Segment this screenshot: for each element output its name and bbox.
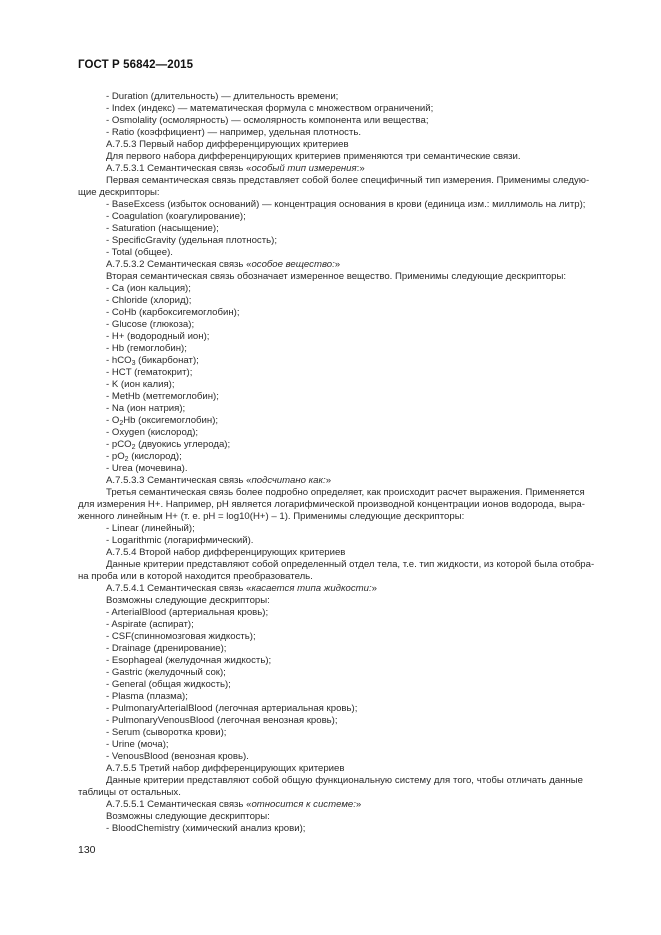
paragraph-line: таблицы от остальных. [78,787,181,798]
list-item: - HCT (гематокрит); [106,367,193,378]
list-item: - Aspirate (аспират); [106,619,194,630]
list-item: - pCO$_2$ (двуокись углерода); [106,439,231,451]
subsection-heading: А.7.5.3.1 Семантическая связь «особый тип измерения:» [106,163,365,174]
list-item: - $O_2Hb$ (оксигемоглобин); [106,415,219,427]
list-item: - Osmolality (осмолярность) — осмолярность компонента или вещества; [106,115,429,126]
list-item: - Serum (сыворотка крови); [106,727,227,738]
list-item: - Total (общее). [106,247,173,258]
list-item: - Coagulation (коагулирование); [106,211,246,222]
paragraph-line: Первая семантическая связь представляет собой более специфичный тип измерения. Применимы следую- [106,175,590,186]
page-header-title: ГОСТ Р 56842—2015 [78,59,194,71]
list-item: - Index (индекс) — математическая формула с множеством ограничений; [106,103,434,114]
list-item: - Linear (линейный); [106,523,195,534]
subsection-heading: А.7.5.5.1 Семантическая связь «относится к системе:» [106,799,362,810]
section-heading: А.7.5.4 Второй набор дифференцирующих критериев [106,547,346,558]
list-item: - Saturation (насыщение); [106,223,219,234]
list-item: - CoHb (карбоксигемоглобин); [106,307,240,318]
list-item: - Hb (гемоглобин); [106,343,187,354]
list-item: - Na (ион натрия); [106,403,186,414]
list-item: - Chloride (хлорид); [106,295,192,306]
list-item: - K (ион калия); [106,379,175,390]
list-item: - Urine (моча); [106,739,169,750]
paragraph-line: Вторая семантическая связь обозначает измеренное вещество. Применимы следующие дескрипторы: [106,271,567,282]
list-item: - hCO$_3$ (бикарбонат); [106,355,199,367]
paragraph-line: щие дескрипторы: [78,187,160,198]
list-item: - PulmonaryArterialBlood (легочная артериальная кровь); [106,703,358,714]
list-item: - Urea (мочевина). [106,463,188,474]
paragraph-line: Данные критерии представляют собой общую функциональную систему для того, чтобы отличать данные [106,775,583,786]
list-item: - Logarithmic (логарифмический). [106,535,254,546]
list-item: - MetHb (метгемоглобин); [106,391,219,402]
paragraph-line: Для первого набора дифференцирующих критериев применяются три семантические связи. [106,151,521,162]
list-item: - Gastric (желудочный сок); [106,667,226,678]
section-heading: А.7.5.5 Третий набор дифференцирующих критериев [106,763,345,774]
subsection-heading: А.7.5.3.3 Семантическая связь «подсчитано как:» [106,475,332,486]
list-item: - PulmonaryVenousBlood (легочная венозная кровь); [106,715,338,726]
paragraph-line: Возможны следующие дескрипторы: [106,811,270,822]
section-heading: А.7.5.3 Первый набор дифференцирующих критериев [106,139,349,150]
paragraph-line: женного линейным H+ (т. е. pH = log10(H+) – 1). Применимы следующие дескрипторы: [78,511,465,522]
list-item: - VenousBlood (венозная кровь). [106,751,249,762]
list-item: - ArterialBlood (артериальная кровь); [106,607,269,618]
paragraph-line: для измерения H+. Например, pH является логарифмической производной концентрации ионов водорода, выра- [78,499,585,510]
subsection-heading: А.7.5.4.1 Семантическая связь «касается типа жидкости:» [106,583,377,594]
paragraph-line: Третья семантическая связь более подробно определяет, как происходит расчет выражения. Применяется [106,487,585,498]
list-item: - Plasma (плазма); [106,691,188,702]
list-item: - H+ (водородный ион); [106,331,210,342]
list-item: - Esophageal (желудочная жидкость); [106,655,272,666]
subsection-heading: А.7.5.3.2 Семантическая связь «особое вещество:» [106,259,341,270]
page-number: 130 [78,844,96,856]
list-item: - Ca (ион кальция); [106,283,191,294]
list-item: - Duration (длительность) — длительность времени; [106,91,339,102]
list-item: - BloodChemistry (химический анализ крови); [106,823,306,834]
list-item: - General (общая жидкость); [106,679,231,690]
list-item: - $pO_2$ (кислород); [106,451,182,463]
list-item: - BaseExcess (избыток оснований) — концентрация основания в крови (единица изм.: миллимоль на литр); [106,199,586,210]
paragraph-line: на проба или в которой находится преобразователь. [78,571,313,582]
paragraph-line: Возможны следующие дескрипторы: [106,595,270,606]
list-item: - Ratio (коэффициент) — например, удельная плотность. [106,127,362,138]
list-item: - Oxygen (кислород); [106,427,199,438]
paragraph-line: Данные критерии представляют собой определенный отдел тела, т.е. тип жидкости, из которой была отобра- [106,559,595,570]
list-item: - Glucose (глюкоза); [106,319,195,330]
list-item: - CSF(спинномозговая жидкость); [106,631,256,642]
list-item: - SpecificGravity (удельная плотность); [106,235,277,246]
list-item: - Drainage (дренирование); [106,643,227,654]
